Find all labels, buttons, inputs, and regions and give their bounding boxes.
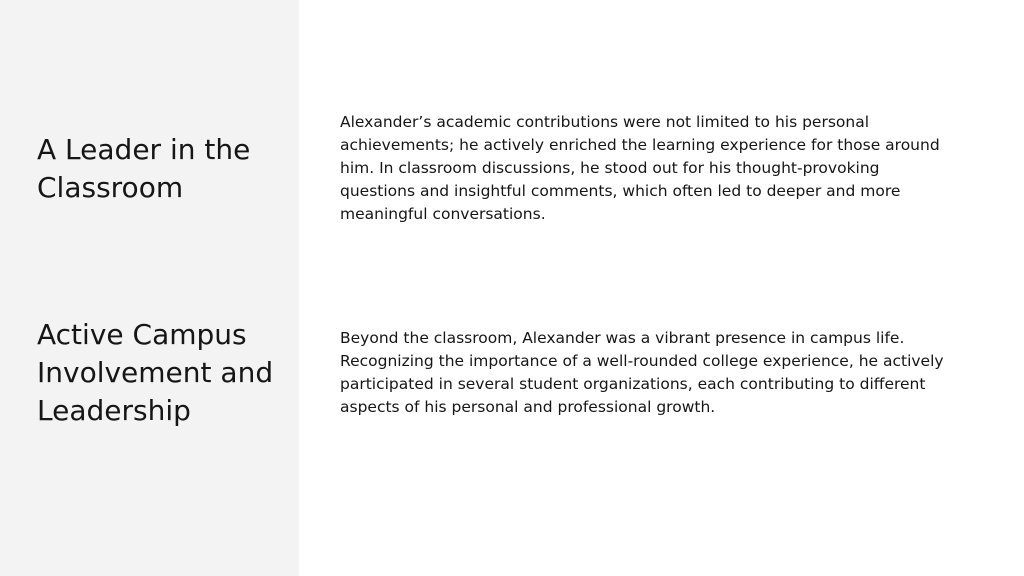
body-line: participated in several student organizations, each contributing to different (340, 375, 926, 393)
body-line: aspects of his personal and professional growth. (340, 398, 716, 416)
heading-line: Active Campus (37, 318, 247, 351)
heading-line: A Leader in the (37, 133, 251, 166)
body-line: Beyond the classroom, Alexander was a vibrant presence in campus life. (340, 329, 905, 347)
body-line: questions and insightful comments, which often led to deeper and more (340, 182, 901, 200)
heading-line: Leadership (37, 394, 191, 427)
section-body-campus-involvement (340, 327, 980, 419)
body-line: meaningful conversations. (340, 205, 546, 223)
body-line: him. In classroom discussions, he stood out for his thought-provoking (340, 159, 880, 177)
section-body-leader-in-classroom (340, 111, 980, 226)
body-line: Recognizing the importance of a well-rounded college experience, he actively (340, 352, 944, 370)
heading-line: Classroom (37, 171, 184, 204)
body-line: achievements; he actively enriched the learning experience for those around (340, 136, 940, 154)
section-heading-campus-involvement (37, 316, 287, 430)
body-line: Alexander’s academic contributions were not limited to his personal (340, 113, 870, 131)
section-heading-leader-in-classroom (37, 131, 287, 207)
heading-line: Involvement and (37, 356, 274, 389)
left-panel (0, 0, 299, 576)
